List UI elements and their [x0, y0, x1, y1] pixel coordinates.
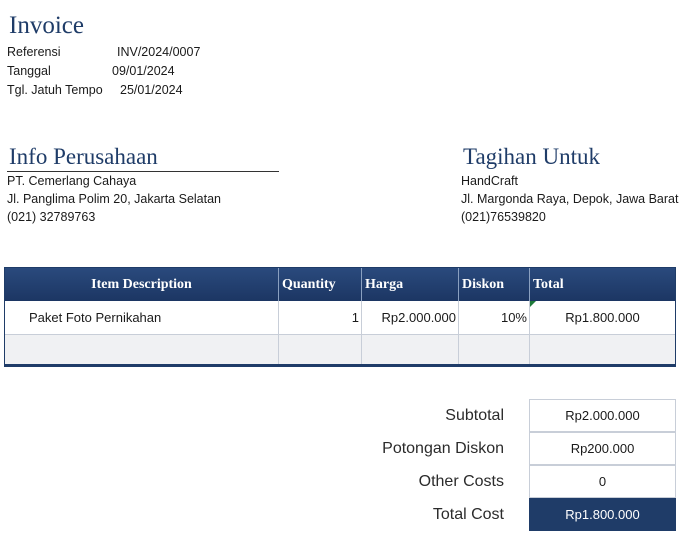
company-address: Jl. Panglima Polim 20, Jakarta Selatan — [7, 192, 221, 206]
invoice-title: Invoice — [9, 12, 84, 39]
summary-label-subtotal: Subtotal — [445, 407, 504, 424]
cell-comment-indicator-icon — [530, 301, 536, 307]
summary-label-total-cost: Total Cost — [432, 506, 504, 523]
billing-info-block — [461, 172, 678, 226]
meta-value-jatuh-tempo: 25/01/2024 — [120, 83, 183, 97]
summary-value-subtotal[interactable]: Rp2.000.000 — [529, 399, 676, 432]
items-table — [4, 267, 676, 367]
table-header — [5, 268, 675, 301]
empty-cell[interactable] — [279, 335, 362, 366]
meta-label-referensi: Referensi — [7, 45, 61, 59]
company-info-block — [7, 172, 221, 226]
empty-cell[interactable] — [362, 335, 459, 366]
header-total: Total — [533, 277, 564, 292]
header-quantity: Quantity — [279, 268, 362, 301]
company-phone: (021) 32789763 — [7, 210, 96, 224]
company-name: PT. Cemerlang Cahaya — [7, 174, 137, 188]
table-row-empty[interactable] — [5, 334, 675, 366]
meta-label-jatuh-tempo: Tgl. Jatuh Tempo — [7, 83, 103, 97]
summary-value-total-cost[interactable]: Rp1.800.000 — [529, 498, 676, 531]
company-heading: Info Perusahaan — [9, 144, 158, 169]
billing-phone: (021)76539820 — [461, 210, 546, 224]
header-item-description: Item Description — [5, 268, 279, 301]
billing-heading: Tagihan Untuk — [463, 144, 601, 169]
meta-label-tanggal: Tanggal — [7, 64, 51, 78]
summary-label-other-costs: Other Costs — [418, 473, 504, 490]
cell-quantity[interactable]: 1 — [279, 301, 362, 334]
table-row[interactable] — [5, 301, 675, 334]
billing-address: Jl. Margonda Raya, Depok, Jawa Barat — [461, 192, 679, 206]
header-diskon: Diskon — [459, 268, 530, 301]
empty-cell[interactable] — [459, 335, 530, 366]
empty-cell[interactable] — [530, 335, 675, 366]
cell-diskon[interactable]: 10% — [459, 301, 530, 334]
cell-description[interactable]: Paket Foto Pernikahan — [5, 301, 279, 334]
header-harga: Harga — [362, 268, 459, 301]
meta-value-tanggal: 09/01/2024 — [112, 64, 175, 78]
summary-value-potongan-diskon[interactable]: Rp200.000 — [529, 432, 676, 465]
cell-harga[interactable]: Rp2.000.000 — [362, 301, 459, 334]
empty-cell[interactable] — [5, 335, 279, 366]
cell-total[interactable]: Rp1.800.000 — [565, 310, 640, 325]
meta-value-referensi: INV/2024/0007 — [117, 45, 201, 59]
billing-name: HandCraft — [461, 174, 518, 188]
summary-label-potongan-diskon: Potongan Diskon — [382, 440, 504, 457]
table-bottom-border — [5, 364, 675, 366]
summary-value-other-costs[interactable]: 0 — [529, 465, 676, 498]
